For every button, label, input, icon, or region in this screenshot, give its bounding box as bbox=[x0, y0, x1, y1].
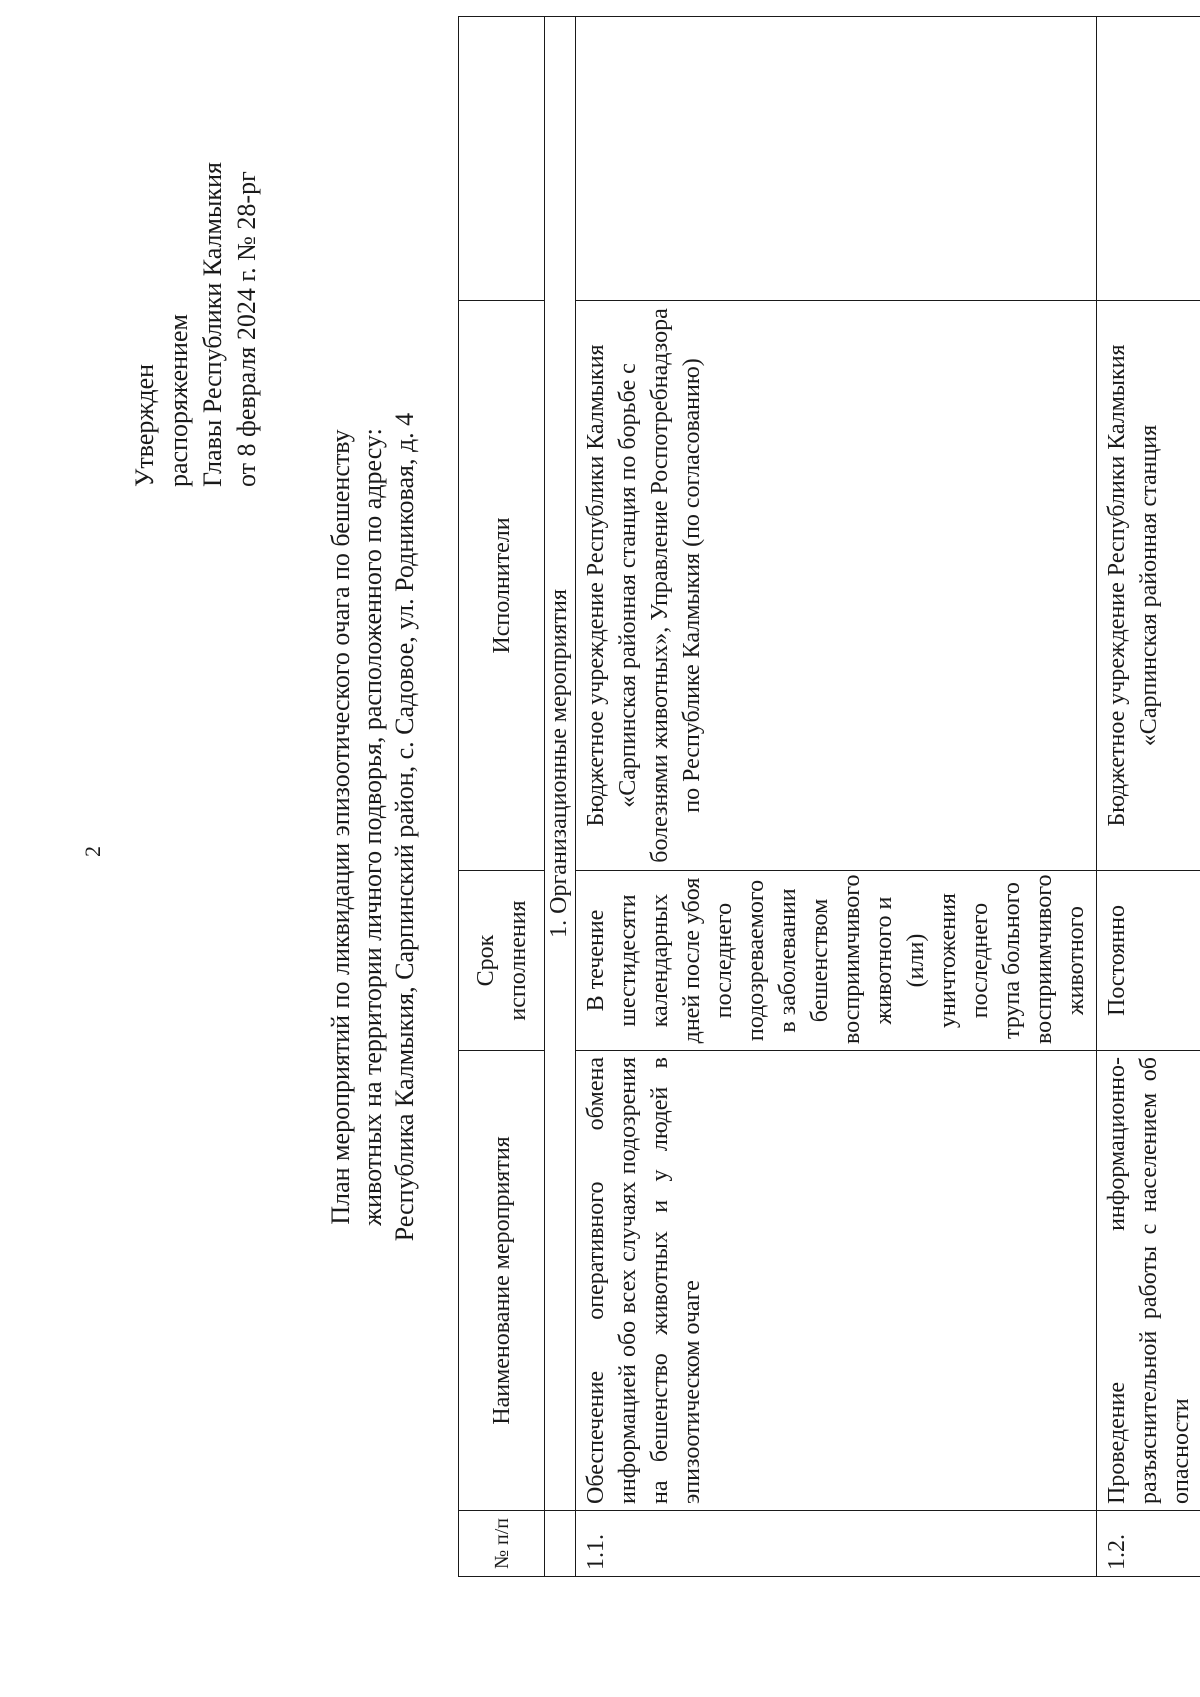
header-empty bbox=[459, 17, 545, 301]
row-empty bbox=[1097, 17, 1200, 301]
row-executors: Бюджетное учреждение Республики Калмыкия «Сарпинская районная станция по борьбе с болезнями животных», Управление Роспотребнадзора по Республике Калмыкия (по согласованию) bbox=[576, 301, 1097, 871]
table-header-row bbox=[459, 17, 545, 1577]
table-row bbox=[576, 17, 1097, 1577]
approval-line: распоряжением bbox=[164, 314, 193, 487]
header-name: Наименование мероприятия bbox=[459, 1051, 545, 1511]
approval-line: от 8 февраля 2024 г. № 28-рг bbox=[232, 171, 261, 487]
section-empty bbox=[545, 1511, 576, 1577]
section-title: 1. Организационные мероприятия bbox=[545, 17, 576, 1511]
table-row bbox=[1097, 17, 1200, 1577]
row-num: 1.1. bbox=[576, 1511, 1097, 1577]
row-executors: Бюджетное учреждение Республики Калмыкия «Сарпинская районная станция bbox=[1097, 301, 1200, 871]
plan-title-line: животных на территории личного подворья, расположенного по адресу: bbox=[358, 428, 387, 1226]
plan-title-line: План мероприятий по ликвидации эпизоотического очага по бешенству bbox=[326, 429, 355, 1225]
approval-line: Утвержден bbox=[130, 363, 159, 487]
header-num: № п/п bbox=[459, 1511, 545, 1577]
row-term: Постоянно bbox=[1097, 871, 1200, 1051]
row-num: 1.2. bbox=[1097, 1511, 1200, 1577]
row-empty bbox=[576, 17, 1097, 301]
header-executors: Исполнители bbox=[459, 301, 545, 871]
approval-stamp bbox=[128, 162, 264, 487]
approval-line: Главы Республики Калмыкия bbox=[198, 162, 227, 487]
plan-title bbox=[325, 317, 421, 1337]
plan-title-line: Республика Калмыкия, Сарпинский район, с. Садовое, ул. Родниковая, д. 4 bbox=[390, 412, 419, 1242]
row-term: В течение шестидесяти календарных дней после убоя последнего подозреваемого в заболевании бешенством восприимчивого животного и (или) уничтожения последнего трупа больного восприимчивого животного bbox=[576, 871, 1097, 1051]
section-row bbox=[545, 17, 576, 1577]
measures-table bbox=[458, 16, 1200, 1577]
row-name: Проведение информационно-разъяснительной работы с населением об опасности bbox=[1097, 1051, 1200, 1511]
header-term: Срок исполнения bbox=[459, 871, 545, 1051]
page-number: 2 bbox=[80, 846, 105, 857]
row-name: Обеспечение оперативного обмена информацией обо всех случаях подозрения на бешенство животных и у людей в эпизоотическом очаге bbox=[576, 1051, 1097, 1511]
